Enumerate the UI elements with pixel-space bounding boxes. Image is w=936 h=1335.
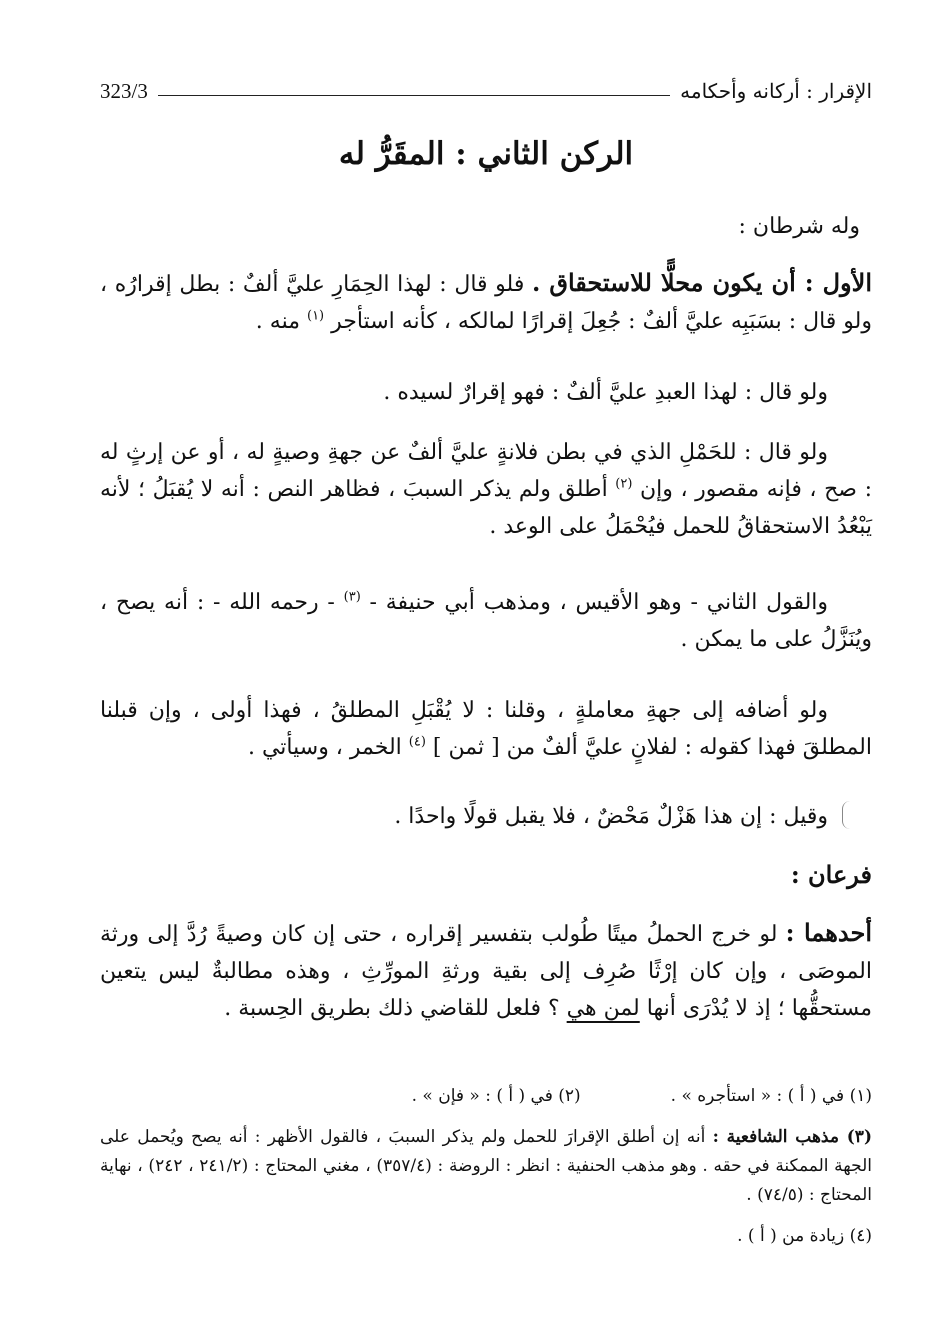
first-condition-text: فلو قال : لهذا الحِمَارِ عليَّ ألفٌ : بطل إقرارُه ، ولو قال : بسَبَبِه عليَّ ألفٌ : جُعِلَ إقرارًا لمالكه ، كأنه استأجر	[100, 272, 872, 334]
branch-one-text-b: ؟ فلعل للقاضي ذلك بطريق الحِسبة .	[224, 996, 567, 1021]
transaction-a: ولو أضافه إلى جهةِ معاملةٍ ، وقلنا : لا يُقْبَلِ المطلقُ ، فهذا أولى ، وإن قبلنا المطلقَ فهذا كقوله : لفلانٍ عليَّ ألفٌ من [ ثمن ]	[100, 698, 872, 760]
branch-one-text-a: لو خرج الحملُ ميتًا طُولب بتفسير إقراره ، حتى إن كان وصيةً رُدَّ إلى ورثة الموصَى ، وإن كان إرْثًا صُرِف إلى بقية ورثةِ المورِّثِ ، وهذه مطالبةٌ ليس يتعين مستحقُّها ؛ إذ لا يُدْرَى أنها	[100, 922, 872, 1021]
paragraph-transaction	[100, 692, 872, 766]
branches-heading: فرعان :	[790, 860, 872, 889]
paragraph-second-opinion	[100, 584, 872, 658]
footnote-ref-3: (٣)	[343, 589, 361, 605]
branch-one-label: أحدهما :	[785, 918, 872, 947]
section-title: الركن الثاني : المقَرُّ له	[338, 136, 634, 172]
fetus-text-b: أطلق ولم يذكر السببَ ، فظاهر النص : أنه لا يُقبَلُ ؛ لأنه يَبْعُدُ الاستحقاقُ للحمل فيُحْمَلُ على الوعد .	[100, 477, 872, 539]
running-title: الإقرار : أركانه وأحكامه	[680, 79, 872, 103]
second-opinion-a: والقول الثاني - وهو الأقيس ، ومذهب أبي حنيفة -	[360, 590, 829, 615]
footnote-1: (١) في ( أ ) : « استأجره » .	[670, 1086, 872, 1106]
body-block-3	[100, 374, 872, 411]
footnote-3-label: (٣) مذهب الشافعية :	[712, 1127, 872, 1147]
body-block-2	[100, 264, 872, 340]
header-rule	[158, 95, 670, 96]
paragraph-jest: وقيل : إن هذا هَزْلٌ مَحْضٌ ، فلا يقبل قولًا واحدًا .	[394, 804, 828, 829]
page-number: 323/3	[100, 78, 148, 103]
body-block-7	[100, 798, 872, 835]
footnote-ref-1: (١)	[306, 308, 325, 324]
first-condition-label: الأول : أن يكون محلًّا للاستحقاق .	[531, 268, 872, 297]
second-opinion-b: - رحمه الله - : أنه يصح ، ويُنَزَّلُ على ما يمكن .	[100, 590, 872, 652]
body-block-4	[100, 434, 872, 545]
branch-one-underlined: لمن هي	[566, 996, 640, 1021]
body-block-6	[100, 692, 872, 766]
fetus-text-a: ولو قال : للحَمْلِ الذي في بطن فلانةٍ عليَّ ألفٌ عن جهةِ وصيةٍ له ، أو عن إرثٍ له : صح ، فإنه مقصور ، وإن	[100, 440, 872, 502]
body-block-5	[100, 584, 872, 658]
footnote-3	[100, 1123, 872, 1210]
footnote-2: (٢) في ( أ ) : « فإن » .	[411, 1086, 581, 1106]
footnote-3-text: أنه إن أطلق الإقرارَ للحمل ولم يذكر السببَ ، فالقول الأظهر : أنه يصح ويُحمل على الجهة الممكنة في حقه . وهو مذهب الحنفية : انظر : الروضة : (٣٥٧/٤) ، مغني المحتاج : (٢٤١/٢ ، ٢٤٢) ، نهاية المحتاج : (٧٤/٥) .	[100, 1127, 873, 1205]
footnotes	[100, 1082, 872, 1251]
footnote-ref-2: (٢)	[615, 476, 633, 492]
footnote-4: (٤) زيادة من ( أ ) .	[737, 1226, 872, 1246]
first-condition-end: منه .	[255, 309, 307, 334]
body-block-1	[100, 208, 872, 245]
paragraph-branch-one	[100, 914, 872, 1027]
paragraph-intro: وله شرطان :	[738, 214, 860, 239]
body-block-9	[100, 914, 872, 1027]
transaction-b: الخمر ، وسيأتي .	[247, 735, 409, 760]
paragraph-slave: ولو قال : لهذا العبدِ عليَّ ألفٌ : فهو إقرارٌ لسيده .	[383, 380, 828, 405]
paragraph-first-condition	[100, 264, 872, 340]
paragraph-fetus	[100, 434, 872, 545]
footnote-row-1-2	[100, 1082, 872, 1111]
body-block-8	[100, 856, 872, 893]
footnote-ref-4: (٤)	[408, 734, 426, 750]
running-header	[100, 76, 872, 106]
